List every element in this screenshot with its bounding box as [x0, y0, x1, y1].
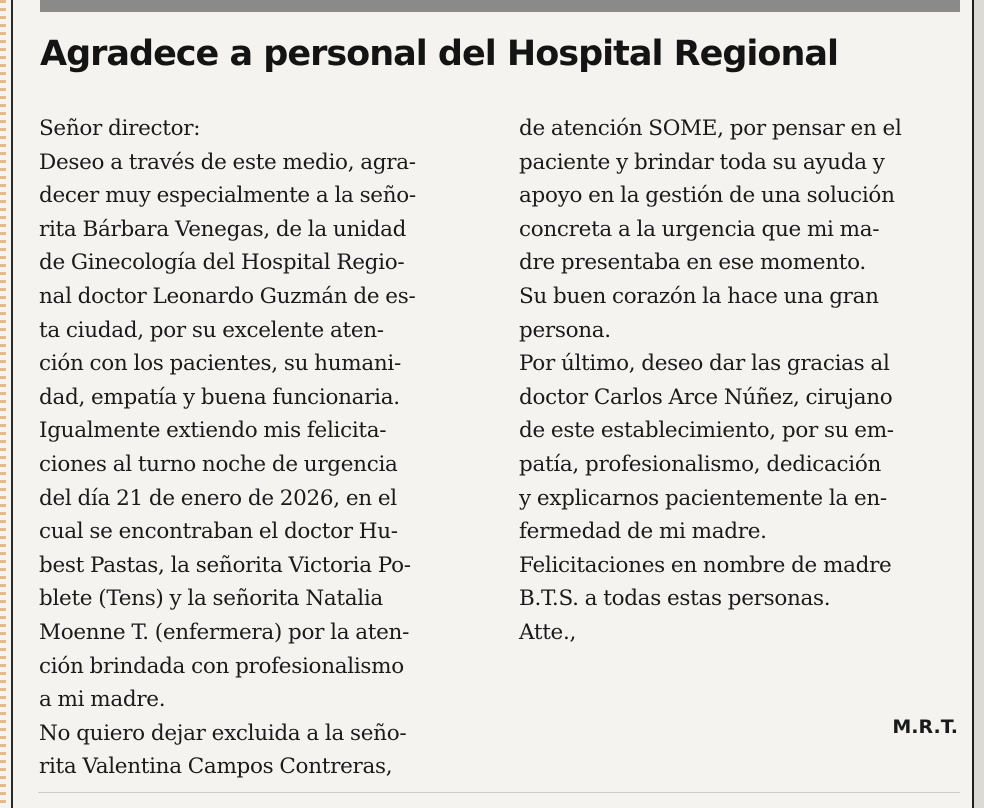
text-line: paciente y brindar toda su ayuda y	[519, 149, 885, 175]
text-line: fermedad de mi madre.	[519, 519, 767, 545]
bottom-divider	[38, 792, 960, 793]
text-line: ciones al turno noche de urgencia	[39, 451, 398, 477]
text-line: y explicarnos pacientemente la en-	[519, 485, 887, 511]
text-line: Su buen corazón la hace una gran	[519, 283, 879, 309]
text-line: blete (Tens) y la señorita Natalia	[39, 586, 383, 612]
text-line: Felicitaciones en nombre de madre	[519, 552, 892, 578]
letter-signature: M.R.T.	[892, 716, 958, 738]
right-text-column	[519, 112, 969, 650]
left-text-column	[39, 112, 489, 784]
text-line: No quiero dejar excluida a la seño-	[39, 720, 407, 746]
text-line: de Ginecología del Hospital Regio-	[39, 250, 405, 276]
text-line: cual se encontraban el doctor Hu-	[39, 519, 398, 545]
text-line: dad, empatía y buena funcionaria.	[39, 384, 400, 410]
text-line: decer muy especialmente a la seño-	[39, 183, 416, 209]
text-line: a mi madre.	[39, 687, 166, 713]
text-line: Atte.,	[519, 619, 577, 645]
text-line: rita Valentina Campos Contreras,	[39, 754, 393, 780]
left-border-rule	[11, 0, 13, 808]
section-header-bar	[40, 0, 960, 12]
text-line: dre presentaba en ese momento.	[519, 250, 866, 276]
text-line: nal doctor Leonardo Guzmán de es-	[39, 283, 416, 309]
text-line: ta ciudad, por su excelente aten-	[39, 317, 384, 343]
text-line: patía, profesionalismo, dedicación	[519, 451, 882, 477]
text-line: doctor Carlos Arce Núñez, cirujano	[519, 384, 893, 410]
text-line: Por último, deseo dar las gracias al	[519, 351, 890, 377]
text-line: ción con los pacientes, su humani-	[39, 351, 401, 377]
text-line: concreta a la urgencia que mi ma-	[519, 216, 880, 242]
text-line: rita Bárbara Venegas, de la unidad	[39, 216, 407, 242]
text-line: Moenne T. (enfermera) por la aten-	[39, 619, 410, 645]
article-headline: Agradece a personal del Hospital Regional	[40, 34, 838, 74]
text-line: apoyo en la gestión de una solución	[519, 183, 895, 209]
text-line: de este establecimiento, por su em-	[519, 418, 894, 444]
text-line: del día 21 de enero de 2026, en el	[39, 485, 397, 511]
text-line: persona.	[519, 317, 611, 343]
left-page-margin	[0, 0, 6, 808]
text-line: Igualmente extiendo mis felicita-	[39, 418, 387, 444]
text-line: Deseo a través de este medio, agra-	[39, 149, 416, 175]
text-line: ción brindada con profesionalismo	[39, 653, 404, 679]
text-line: B.T.S. a todas estas personas.	[519, 586, 831, 612]
text-line: de atención SOME, por pensar en el	[519, 116, 902, 141]
text-line: best Pastas, la señorita Victoria Po-	[39, 552, 411, 578]
right-page-edge	[972, 0, 984, 808]
text-line: Señor director:	[39, 116, 201, 141]
